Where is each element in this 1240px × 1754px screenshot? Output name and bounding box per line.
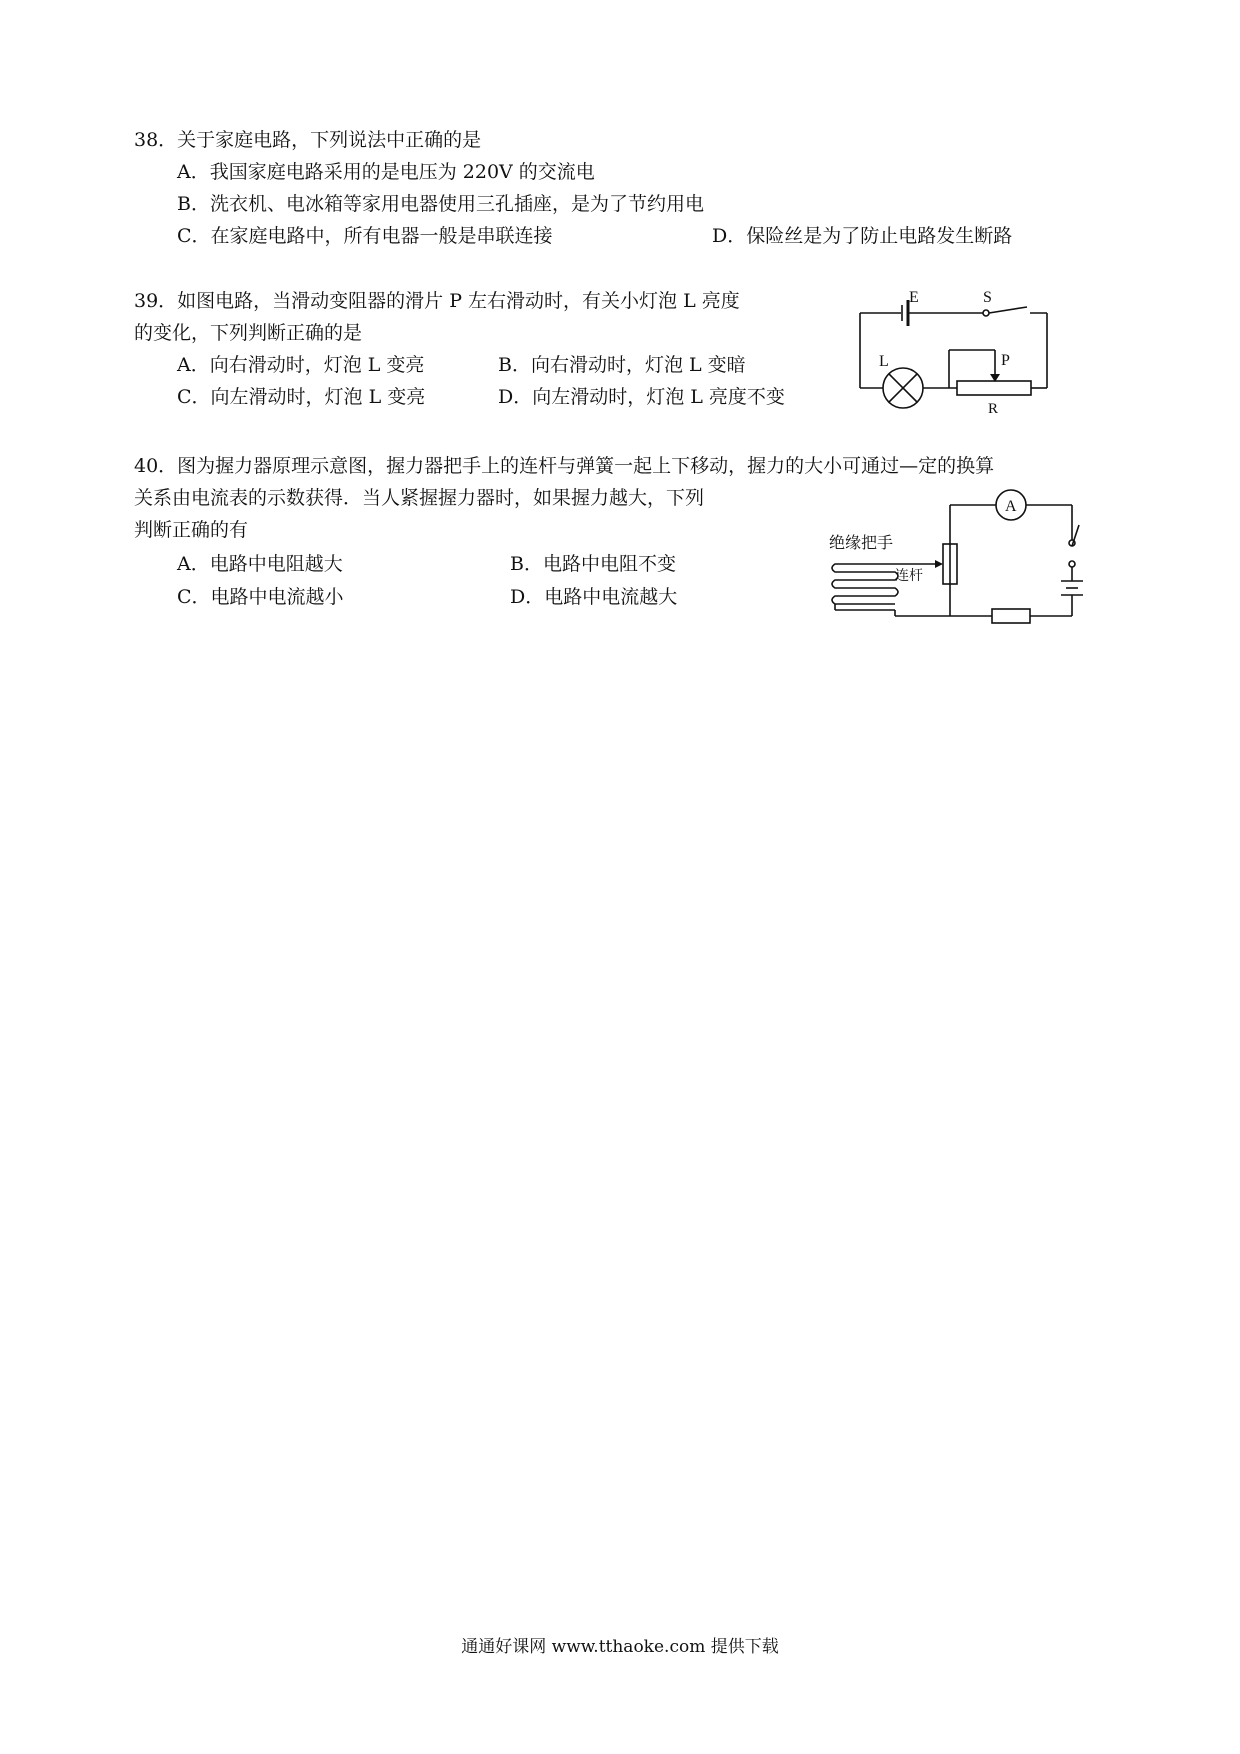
q39-option-b: B．向右滑动时，灯泡 L 变暗 (498, 354, 746, 376)
q39-option-d: D．向左滑动时，灯泡 L 亮度不变 (498, 386, 785, 408)
q39-option-a: A．向右滑动时，灯泡 L 变亮 (177, 354, 425, 376)
q40-grip-circuit-diagram (825, 484, 1095, 629)
q39-circuit-diagram (855, 288, 1075, 418)
q38-option-b: B．洗衣机、电冰箱等家用电器使用三孔插座，是为了节约用电 (177, 193, 704, 215)
q40-option-a: A．电路中电阻越大 (177, 553, 343, 575)
q39-label-slider: P (1001, 352, 1010, 369)
q40-label-ammeter: A (1005, 498, 1017, 515)
q38-stem: 38．关于家庭电路，下列说法中正确的是 (134, 129, 482, 151)
q40-option-d: D．电路中电流越大 (510, 586, 678, 608)
q40-option-b: B．电路中电阻不变 (510, 553, 676, 575)
q39-label-lamp: L (879, 353, 889, 370)
q39-label-switch: S (983, 289, 992, 306)
page-footer: 通通好课网 www.tthaoke.com 提供下载 (461, 1637, 779, 1657)
q40-stem-line2: 关系由电流表的示数获得．当人紧握握力器时，如果握力越大，下列 (134, 487, 705, 509)
q40-option-c: C．电路中电流越小 (177, 586, 344, 608)
q39-option-c: C．向左滑动时，灯泡 L 变亮 (177, 386, 426, 408)
q38-option-d: D．保险丝是为了防止电路发生断路 (712, 225, 1013, 247)
q38-option-c: C．在家庭电路中，所有电器一般是串联连接 (177, 225, 553, 247)
q39-stem-line1: 39．如图电路，当滑动变阻器的滑片 P 左右滑动时，有关小灯泡 L 亮度 (134, 290, 740, 312)
q39-stem-line2: 的变化，下列判断正确的是 (134, 322, 363, 344)
q40-stem-line3: 判断正确的有 (134, 519, 249, 541)
q40-label-handle: 绝缘把手 (829, 535, 894, 552)
q39-label-battery: E (909, 289, 919, 306)
q39-label-rheostat: R (988, 401, 999, 417)
q38-option-a: A．我国家庭电路采用的是电压为 220V 的交流电 (177, 161, 595, 183)
q40-stem-line1: 40．图为握力器原理示意图，握力器把手上的连杆与弹簧一起上下移动，握力的大小可通过—定的换算 (134, 455, 995, 477)
q40-label-rod: 连杆 (895, 569, 923, 584)
